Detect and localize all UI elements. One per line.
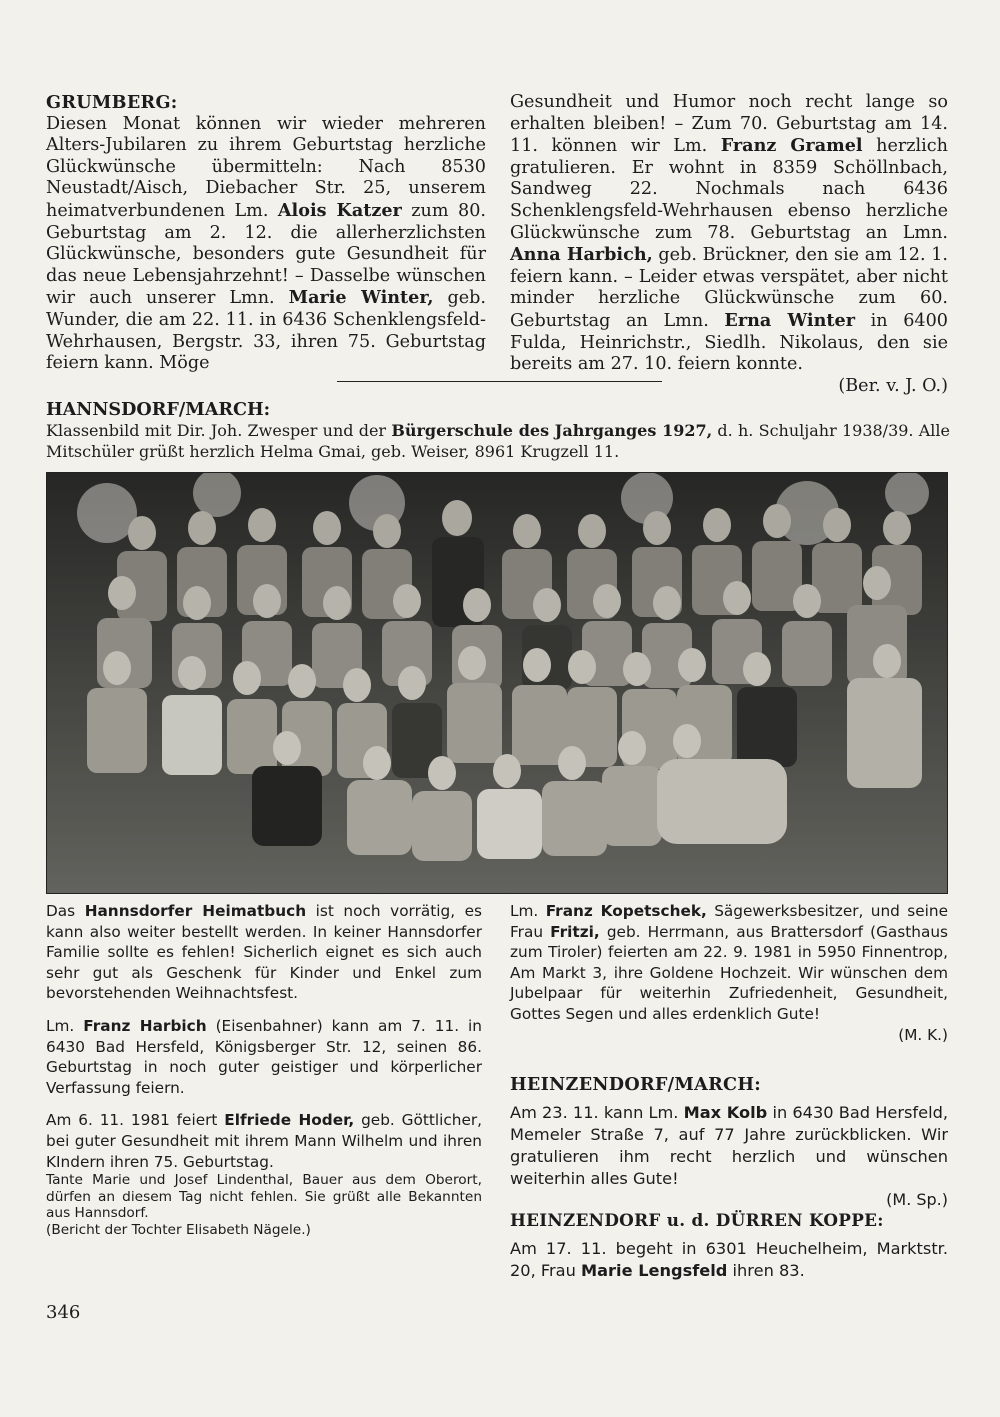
hannsdorf-heading: HANNSDORF/MARCH: [46, 399, 271, 420]
kopetschek-paragraph: Lm. Franz Kopetschek, Sägewerksbesitzer, und seine Frau Fritzi, geb. Herrmann, aus Brattersdorf (Gasthaus zum Tiroler) feierten am 22. 9. 1981 in 5950 Finnentrop, Am Markt 3, ihre Goldene Hochzeit. Wir wünschen dem Jubelpaar für weiterhin Zufriedenheit, Gesundheit, Gottes Segen und alles erdenklich Gute! [510, 902, 949, 1023]
class-photo [46, 472, 948, 894]
lindenthal-signature: (Bericht der Tochter Elisabeth Nägele.) [46, 1221, 311, 1238]
heinzendorf-section [510, 1074, 948, 1210]
class-photo-image [47, 473, 947, 893]
lengsfeld-paragraph: Am 17. 11. begeht in 6301 Heuchelheim, Marktstr. 20, Frau Marie Lengsfeld ihren 83. [510, 1238, 948, 1280]
heinzendorf-heading: HEINZENDORF/MARCH: [510, 1074, 762, 1095]
hannsdorf-lower-left [46, 901, 482, 1238]
grumberg-text-continued: Gesundheit und Humor noch recht lange so erhalten bleiben! – Zum 70. Geburtstag am 14. 11. können wir Lm. Franz Gramel herzlich gratulieren. Er wohnt in 8359 Schöllnbach, Sandweg 22. Nochmals nach 6436 Schenklengsfeld-Wehrhausen ebenso herzliche Glückwünsche zum 78. Geburtstag an Lmn. Anna Harbich, geb. Brückner, den sie am 12. 1. feiern kann. – Leider etwas verspätet, aber nicht minder herzliche Glückwünsche zum 60. Geburtstag an Lmn. Erna Winter in 6400 Fulda, Heinrichstr., Siedlh. Nikolaus, den sie bereits am 27. 10. feiern konnte. [510, 92, 948, 375]
kolb-paragraph: Am 23. 11. kann Lm. Max Kolb in 6430 Bad Hersfeld, Memeler Straße 7, auf 77 Jahre zurückblicken. Wir gratulieren ihm recht herzlich und wünschen weiterhin alles Gute! [510, 1102, 948, 1188]
grumberg-heading: GRUMBERG: [46, 92, 178, 113]
page-number: 346 [46, 1302, 81, 1323]
hoder-paragraph: Am 6. 11. 1981 feiert Elfriede Hoder, geb. Göttlicher, bei guter Gesundheit mit ihrem Mann Wilhelm und ihren KIndern ihren 75. Geburtstag. [46, 1111, 483, 1171]
lindenthal-paragraph: Tante Marie und Josef Lindenthal, Bauer aus dem Oberort, dürfen an diesem Tag nicht fehlen. Sie grüßt alle Bekannten aus Hannsdorf. [46, 1172, 482, 1222]
section-divider [337, 381, 662, 382]
harbich-paragraph: Lm. Franz Harbich (Eisenbahner) kann am 7. 11. in 6430 Bad Hersfeld, Königsberger Str. 12, seinen 86. Geburtstag in noch guter geistiger und körperlicher Verfassung feiern. [46, 1016, 482, 1097]
grumberg-text-c: geb. Wunder, die am 22. 11. in 6436 Schenklengsfeld-Wehrhausen, Bergstr. 33, ihren 75. Geburtstag feiern kann. Möge [46, 288, 486, 374]
heimatbuch-paragraph: Das Hannsdorfer Heimatbuch ist noch vorrätig, es kann also weiter bestellt werden. In keiner Hannsdorfer Familie sollte es fehlen! Sicherlich eignet es sich auch sehr gut als Geschenk für Kinder und Enkel zum bevorstehenden Weihnachtsfest. [46, 902, 482, 1003]
grumberg-continued [510, 92, 948, 397]
grumberg-text-c-continued: Gesundheit und Humor noch recht lange so erhalten bleiben! – Zum 70. Geburtstag am 14. 11. können wir Lm. [510, 92, 948, 157]
koppe-section [510, 1210, 948, 1282]
grumberg-signature: (Ber. v. J. O.) [838, 375, 948, 396]
grumberg-name-gramel: Franz Gramel [720, 135, 863, 157]
kolb-signature: (M. Sp.) [886, 1189, 948, 1209]
grumberg-text: Diesen Monat können wir wieder mehreren Alters-Jubilaren zu ihrem Geburtstag herzliche Glückwünsche übermitteln: Nach 8530 Neustadt/Aisch, Diebacher Str. 25, unserem heimatverbundenen Lm. Alois Katzer zum 80. Geburtstag am 2. 12. die allerherzlichsten Glückwünsche, besonders gute Gesundheit für das neue Lebensjahrzehnt! – Dasselbe wünschen wir auch unserer Lmn. Marie Winter, geb. Wunder, die am 22. 11. in 6436 Schenklengsfeld-Wehrhausen, Bergstr. 33, ihren 75. Geburtstag feiern kann. Möge [46, 113, 486, 374]
photo-caption: Klassenbild mit Dir. Joh. Zwesper und der Bürgerschule des Jahrganges 1927, d. h. Schuljahr 1938/39. Alle Mitschüler grüßt herzlich Helma Gmai, geb. Weiser, 8961 Krugzell 11. [46, 421, 951, 461]
grumberg-section [46, 92, 486, 375]
koppe-heading: HEINZENDORF u. d. DÜRREN KOPPE: [510, 1210, 884, 1230]
kopetschek-signature: (M. K.) [898, 1025, 948, 1044]
hannsdorf-lower-right [510, 901, 948, 1045]
